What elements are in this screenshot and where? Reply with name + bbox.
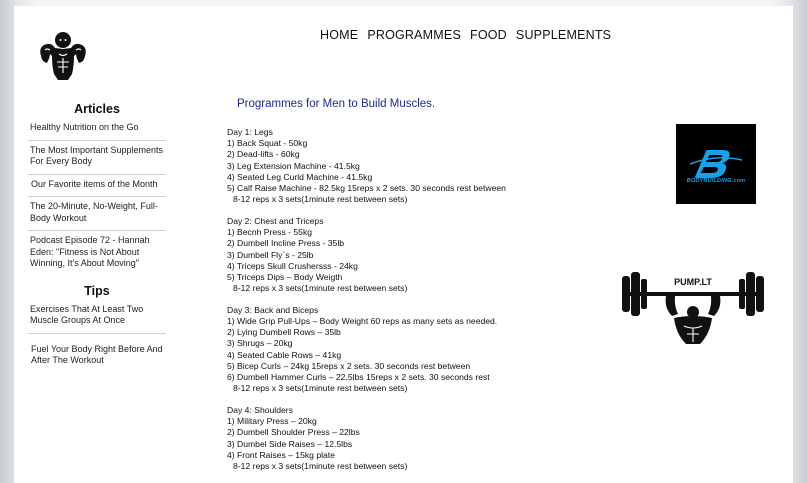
page-container <box>14 6 793 483</box>
tip-link-two-muscle-groups[interactable]: Exercises That At Least Two Muscle Groups At Once <box>28 298 166 334</box>
reps-note: 8-12 reps x 3 sets(1minute rest between sets) <box>233 194 408 205</box>
tip-link-fuel-your-body[interactable]: Fuel Your Body Right Before And After The Workout <box>31 343 163 365</box>
exercise-line: 1) Military Press – 20kg <box>227 416 317 427</box>
day-block <box>227 405 627 472</box>
bodybuilding-ad-text: BODYBUILDING.com <box>686 178 746 184</box>
day-heading: Day 4: Shoulders <box>227 404 293 415</box>
bodybuilder-logo-icon[interactable] <box>32 26 94 88</box>
exercise-line: 1) Becnh Press - 55kg <box>227 227 313 238</box>
exercise-line: 4) Seated Cable Rows – 41kg <box>227 349 342 360</box>
exercise-line: 3) Shrugs – 20kg <box>227 338 293 349</box>
article-link-favorite-items[interactable]: Our Favorite items of the Month <box>28 175 166 198</box>
exercise-line: 4) Triceps Skull Crushersss - 24kg <box>227 260 358 271</box>
day-block <box>227 305 627 395</box>
page-title: Programmes for Men to Build Muscles. <box>237 98 436 110</box>
reps-note: 8-12 reps x 3 sets(1minute rest between sets) <box>233 460 408 471</box>
day-heading: Day 3: Back and Biceps <box>227 304 319 315</box>
bodybuilding-b-logo-icon <box>676 124 756 204</box>
exercise-line: 6) Dumbell Hammer Curls – 22.5lbs 15reps x 2 sets. 30 seconds rest <box>227 372 490 383</box>
exercise-line: 1) Wide Grip Pull-Ups – Body Weight 60 reps as many sets as needed. <box>227 316 498 327</box>
article-link-podcast-72[interactable]: Podcast Episode 72 - Hannah Eden: "Fitness is Not About Winning, It's About Moving" <box>30 235 150 268</box>
main-nav <box>320 28 611 42</box>
day-heading: Day 1: Legs <box>227 127 273 137</box>
exercise-line: 2) Dead-lifts - 60kg <box>227 149 300 160</box>
pump-lt-ad-text: PUMP.LT <box>674 277 712 287</box>
exercise-line: 5) Bicep Curls – 24kg 15reps x 2 sets. 30 seconds rest between <box>227 360 471 371</box>
nav-home[interactable]: HOME <box>320 28 359 42</box>
exercise-line: 4) Front Raises – 15kg plate <box>227 449 335 460</box>
tips-heading: Tips <box>84 283 110 298</box>
nav-supplements[interactable]: SUPPLEMENTS <box>515 28 612 42</box>
articles-heading: Articles <box>74 102 120 116</box>
day-block <box>227 216 627 294</box>
exercise-line: 5) Calf Raise Machine - 82.5kg 15reps x 2 sets. 30 seconds rest between <box>227 183 506 194</box>
exercise-line: 4) Seated Leg Curld Machine - 41.5kg <box>227 171 373 182</box>
bodybuilding-ad-banner[interactable] <box>676 124 756 204</box>
exercise-line: 3) Dumbell Fly`s - 25lb <box>227 249 314 260</box>
exercise-line: 3) Dumbel Side Raises – 12.5lbs <box>227 438 353 449</box>
day-block <box>227 127 627 205</box>
reps-note: 8-12 reps x 3 sets(1minute rest between sets) <box>233 383 408 394</box>
exercise-line: 2) Lying Dumbell Rows – 35lb <box>227 327 341 338</box>
exercise-line: 1) Back Squat - 50kg <box>227 138 308 149</box>
article-link-healthy-nutrition[interactable]: Healthy Nutrition on the Go <box>28 116 166 141</box>
article-link-20-minute-workout[interactable]: The 20-Minute, No-Weight, Full-Body Workout <box>28 197 166 231</box>
exercise-line: 2) Dumbell Incline Press - 35lb <box>227 238 345 249</box>
nav-food[interactable]: FOOD <box>470 28 507 42</box>
exercise-line: 5) Triceps Dips – Body Weigth <box>227 271 343 282</box>
exercise-line: 3) Leg Extension Machine - 41.5kg <box>227 160 360 171</box>
day-heading: Day 2: Chest and Triceps <box>227 215 324 226</box>
pump-lt-ad-banner[interactable] <box>620 268 766 344</box>
reps-note: 8-12 reps x 3 sets(1minute rest between sets) <box>233 283 408 294</box>
article-link-important-supplements[interactable]: The Most Important Supplements For Every Body <box>28 141 166 175</box>
exercise-line: 2) Dumbell Shoulder Press – 22lbs <box>227 427 360 438</box>
nav-programmes[interactable]: PROGRAMMES <box>367 28 461 42</box>
sidebar <box>28 102 166 373</box>
programme-content <box>227 127 627 483</box>
